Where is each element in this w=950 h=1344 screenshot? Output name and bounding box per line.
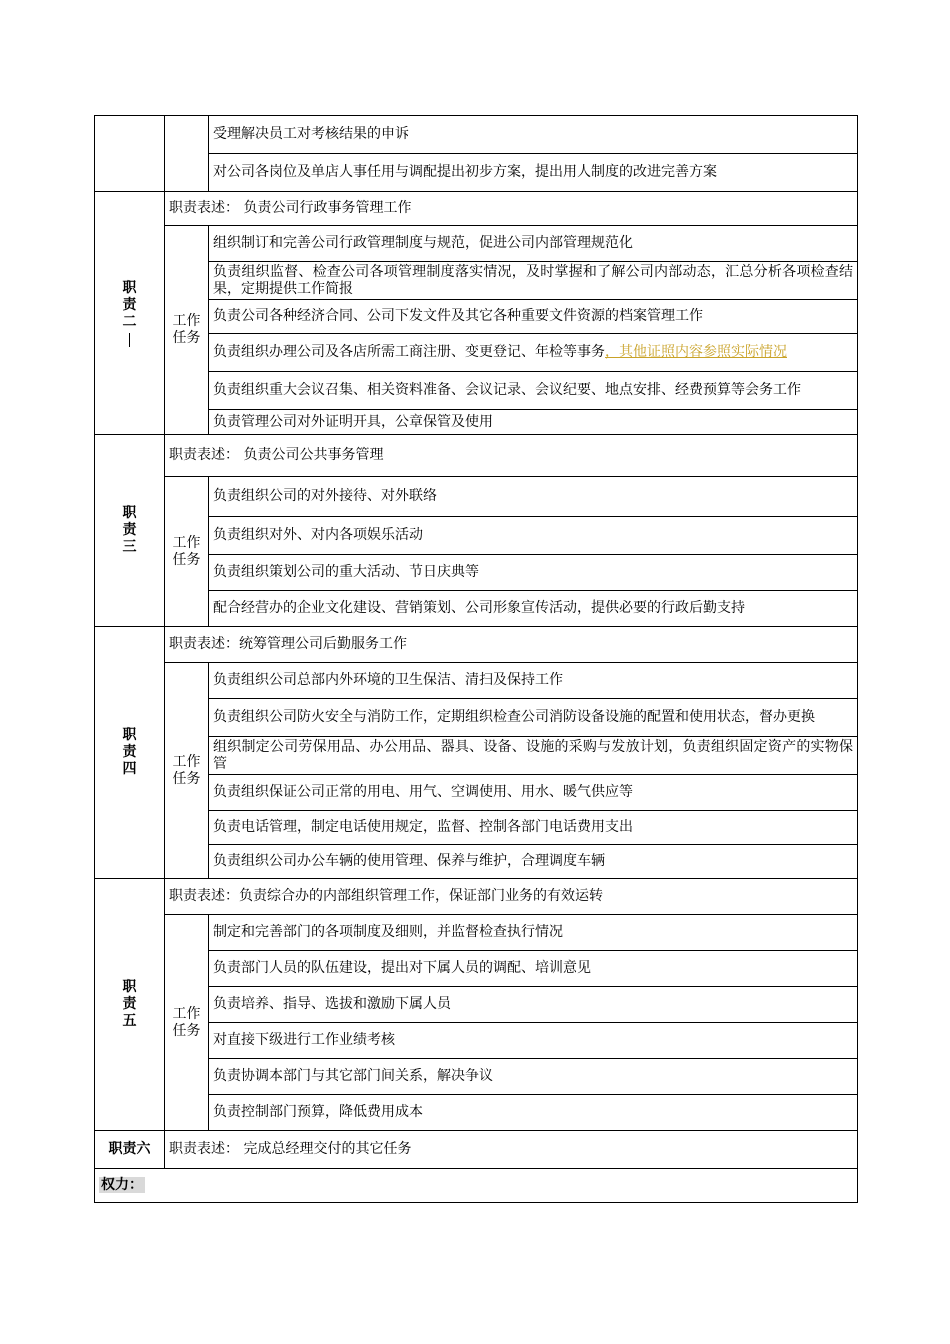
table-row: [95, 226, 858, 262]
table-row: [95, 262, 858, 300]
table-row: [95, 879, 858, 915]
table-row: [95, 477, 858, 517]
task-cell: 负责电话管理，制定电话使用规定，监督、控制各部门电话费用支出: [209, 811, 858, 845]
work-task-label: 工作 任务: [165, 477, 209, 627]
task-cell: 负责组织公司防火安全与消防工作，定期组织检查公司消防设备设施的配置和使用状态，督办更换: [209, 699, 858, 737]
task-cell: 负责组织策划公司的重大活动、节日庆典等: [209, 555, 858, 591]
table-row: [95, 627, 858, 663]
table-row: [95, 555, 858, 591]
duty-description: 职责表述： 负责公司行政事务管理工作: [165, 192, 858, 226]
task-cell: 负责组织对外、对内各项娱乐活动: [209, 517, 858, 555]
duty-description: 职责表述： 负责公司公共事务管理: [165, 435, 858, 477]
table-row: [95, 154, 858, 192]
duty-description: 职责表述：负责综合办的内部组织管理工作，保证部门业务的有效运转: [165, 879, 858, 915]
task-cell: 对公司各岗位及单店人事任用与调配提出初步方案，提出用人制度的改进完善方案: [209, 154, 858, 192]
task-cell: 负责组织监督、检查公司各项管理制度落实情况，及时掌握和了解公司内部动态，汇总分析各项检查结果，定期提供工作简报: [209, 262, 858, 300]
task-cell: 负责组织办理公司及各店所需工商注册、变更登记、年检等事务，其他证照内容参照实际情况: [209, 334, 858, 372]
table-row: [95, 1169, 858, 1203]
job-duty-table: [94, 115, 858, 1203]
duty-two-label: 职 责 二: [95, 192, 165, 435]
table-row: [95, 300, 858, 334]
table-row: [95, 699, 858, 737]
task-cell: 负责培养、指导、选拔和激励下属人员: [209, 987, 858, 1023]
table-row: [95, 192, 858, 226]
work-task-label: 工作 任务: [165, 663, 209, 879]
task-cell: 负责控制部门预算，降低费用成本: [209, 1095, 858, 1131]
divider: [129, 333, 130, 347]
table-row: [95, 775, 858, 811]
duty-description: 职责表述：统筹管理公司后勤服务工作: [165, 627, 858, 663]
task-cell: 受理解决员工对考核结果的申诉: [209, 116, 858, 154]
table-row: [95, 987, 858, 1023]
duty-description: 职责表述： 完成总经理交付的其它任务: [165, 1131, 858, 1169]
task-cell: 负责协调本部门与其它部门间关系，解决争议: [209, 1059, 858, 1095]
table-row: [95, 915, 858, 951]
task-cell: 负责组织保证公司正常的用电、用气、空调使用、用水、暖气供应等: [209, 775, 858, 811]
continued-duty-cell: [95, 116, 165, 192]
table-row: [95, 951, 858, 987]
table-row: [95, 410, 858, 435]
task-cell: 负责公司各种经济合同、公司下发文件及其它各种重要文件资源的档案管理工作: [209, 300, 858, 334]
table-row: [95, 737, 858, 775]
table-row: [95, 1095, 858, 1131]
task-cell: 负责组织公司办公车辆的使用管理、保养与维护，合理调度车辆: [209, 845, 858, 879]
table-row: [95, 811, 858, 845]
table-row: [95, 334, 858, 372]
continued-sub-cell: [165, 116, 209, 192]
duty-five-label: 职 责 五: [95, 879, 165, 1131]
task-cell: 组织制定公司劳保用品、办公用品、器具、设备、设施的采购与发放计划，负责组织固定资产的实物保管: [209, 737, 858, 775]
table-row: [95, 845, 858, 879]
table-row: [95, 663, 858, 699]
power-section: [95, 1169, 858, 1203]
duty-four-label: 职 责 四: [95, 627, 165, 879]
table-row: [95, 1023, 858, 1059]
task-cell: 负责组织公司的对外接待、对外联络: [209, 477, 858, 517]
task-cell: 制定和完善部门的各项制度及细则，并监督检查执行情况: [209, 915, 858, 951]
duty-six-label: 职责六: [95, 1131, 165, 1169]
task-cell: 配合经营办的企业文化建设、营销策划、公司形象宣传活动，提供必要的行政后勤支持: [209, 591, 858, 627]
table-row: [95, 1059, 858, 1095]
table-row: [95, 1131, 858, 1169]
task-cell: 对直接下级进行工作业绩考核: [209, 1023, 858, 1059]
task-cell: 负责管理公司对外证明开具，公章保管及使用: [209, 410, 858, 435]
task-cell: 负责组织公司总部内外环境的卫生保洁、清扫及保持工作: [209, 663, 858, 699]
table-row: [95, 435, 858, 477]
duty-three-label: 职 责 三: [95, 435, 165, 627]
task-cell: 负责部门人员的队伍建设，提出对下属人员的调配、培训意见: [209, 951, 858, 987]
table-row: [95, 372, 858, 410]
work-task-label: 工作 任务: [165, 226, 209, 435]
power-label: 权力：: [101, 1177, 143, 1193]
work-task-label: 工作 任务: [165, 915, 209, 1131]
highlighted-note: ，其他证照内容参照实际情况: [605, 344, 787, 360]
task-cell: 组织制订和完善公司行政管理制度与规范，促进公司内部管理规范化: [209, 226, 858, 262]
task-cell: 负责组织重大会议召集、相关资料准备、会议记录、会议纪要、地点安排、经费预算等会务工作: [209, 372, 858, 410]
table-row: [95, 591, 858, 627]
table-row: [95, 517, 858, 555]
table-row: [95, 116, 858, 154]
